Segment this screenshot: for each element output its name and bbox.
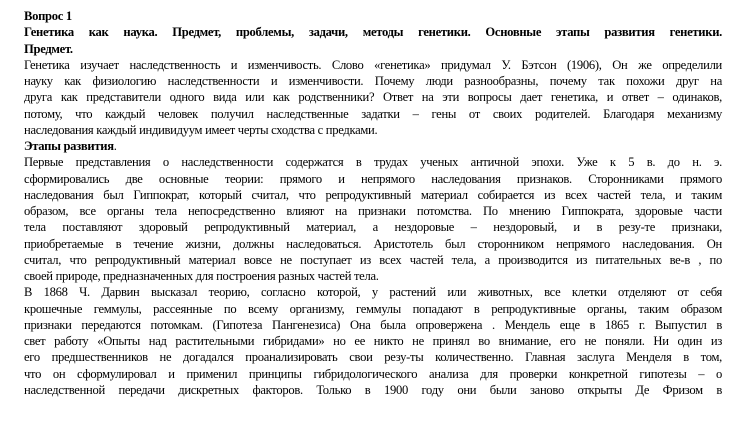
darwin-line: что он сформулировал и применил принципы гибридологического анализа для проверки конкретной гипотезы – о xyxy=(24,366,722,381)
question-heading: Вопрос 1 xyxy=(24,9,72,23)
stages-line: своей природе, предназначенных для построения разных частей тела. xyxy=(24,269,379,283)
intro-line: потому, что каждый человек получил наследственные задатки – гены от своих родителей. Благодаря механизму xyxy=(24,106,722,121)
darwin-line: свет работу «Опыты над растительными гибридами» но ее никто не принял во внимание, его не поняли. Ни один из xyxy=(24,334,722,348)
darwin-line: признаки передаются потомкам. (Гипотеза Пангенезиса) Она была опровержена . Мендель еще в 1865 г. Выпустил в xyxy=(24,317,722,332)
stages-line: Первые представления о наследственности содержатся в трудах ученых античной эпохи. Уже к 5 в. до н. э. xyxy=(24,155,722,170)
darwin-line: В 1868 Ч. Дарвин высказал теорию, согласно которой, у растений или животных, все клетки отделяют от себя xyxy=(24,285,722,300)
subject-heading: Предмет. xyxy=(24,41,73,56)
document-title: Генетика как наука. Предмет, проблемы, задачи, методы генетики. Основные этапы развития генетики. xyxy=(24,25,722,40)
intro-line: науку как физиологию наследственности и изменчивости. Почему люди разнообразны, почему так похожи друг на xyxy=(24,74,722,88)
stages-line: приобретаемые в течение жизни, должны наследоваться. Аристотель был сторонником непрямого наследования. Он xyxy=(24,236,722,251)
stages-line: образом, все органы тела непосредственно влияют на признаки потомства. По мнению Гиппократа, здоровые части xyxy=(24,204,722,218)
stages-heading: Этапы развития xyxy=(24,139,114,153)
intro-line: наследования каждый индивидуум имеет черты сходства с предками. xyxy=(24,122,378,137)
stages-line: наследования был Гиппократ, который считал, что репродуктивный материал собирается из всех частей тела, и таким xyxy=(24,187,722,202)
darwin-line: его предшественников не догадался проанализировать свои резу-ты количественно. Главная заслуга Менделя в том, xyxy=(24,350,722,365)
intro-line: друга как представители одного вида или как родственники? Ответ на эти вопросы дает генетика, и ответ – одинаков, xyxy=(24,90,722,105)
stages-heading-suffix: . xyxy=(113,139,117,153)
stages-line: считал, что репродуктивный материал вовсе не поступает из всех частей тела, а производится из питательных ве-в , по xyxy=(24,252,722,267)
intro-line: Генетика изучает наследственность и изменчивость. Слово «генетика» придумал У. Бэтсон (1906), Он же определили xyxy=(24,57,722,72)
stages-line: сформировались две основные теории: прямого и непрямого наследования признаков. Сторонниками прямого xyxy=(24,171,722,186)
stages-heading-line xyxy=(24,138,722,154)
darwin-line: наследственной передачи дискретных факторов. Только в 1900 году они были заново открыты Де Фризом в xyxy=(24,382,722,397)
darwin-line: крошечные геммулы, рассеянные по всему организму, геммулы попадают в репродуктивные органы, таким образом xyxy=(24,301,722,316)
stages-line: тела поставляют здоровый репродуктивный материал, а нездоровые – нездоровый, и в резу-те признаки, xyxy=(24,220,722,235)
